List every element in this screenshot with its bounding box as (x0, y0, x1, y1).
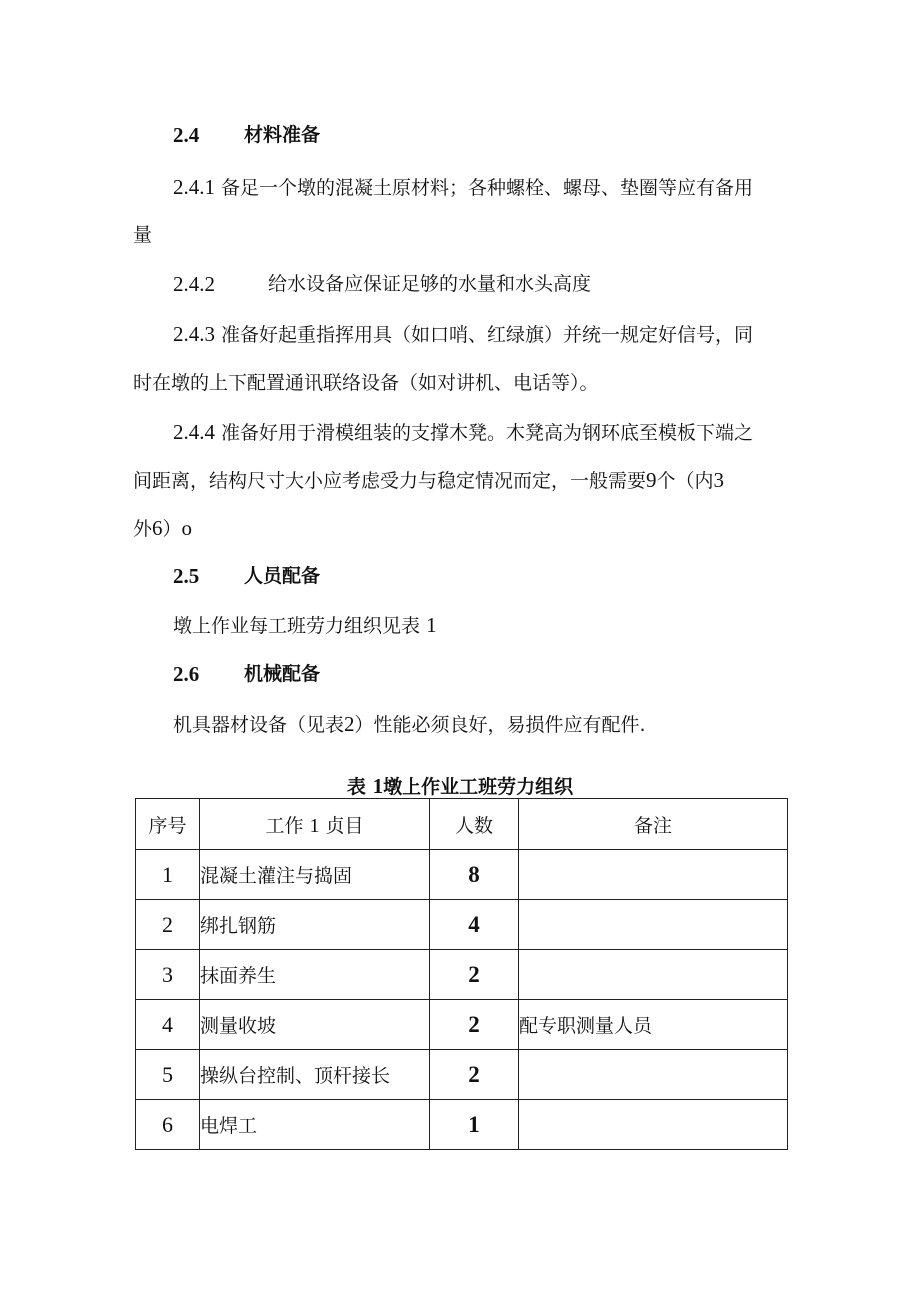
section-title: 人员配备 (244, 565, 321, 587)
paragraph-2-4-3-cont (133, 369, 599, 397)
cell-count: 2 (430, 1000, 519, 1050)
paragraph-2-4-4-cont2 (133, 514, 192, 543)
cell-seq: 3 (136, 950, 200, 1000)
section-title: 机械配备 (244, 663, 321, 685)
table-row (136, 850, 788, 900)
cell-seq: 1 (136, 850, 200, 900)
inline-number: 9 (646, 468, 657, 492)
header-text: 工作 (265, 814, 304, 837)
cell-item: 绑扎钢筋 (200, 900, 430, 950)
cell-count: 2 (430, 1050, 519, 1100)
cell-note: 配专职测量人员 (519, 1000, 788, 1050)
paragraph-2-5 (173, 611, 437, 640)
paragraph-text: 机具器材设备（见表 (173, 714, 345, 736)
section-2-4-heading (173, 121, 473, 150)
paragraph-2-4-1 (173, 173, 753, 202)
table-row (136, 950, 788, 1000)
section-number: 2.4 (173, 123, 200, 147)
header-item (200, 799, 430, 850)
cell-note (519, 850, 788, 900)
item-number: 2.4.3 (173, 322, 215, 346)
cell-item: 抹面养生 (200, 950, 430, 1000)
cell-seq: 2 (136, 900, 200, 950)
paragraph-text: 给水设备应保证足够的水量和水头高度 (268, 273, 592, 295)
paragraph-text: ） (162, 518, 182, 540)
paragraph-2-4-4 (173, 418, 753, 447)
table-row (136, 1000, 788, 1050)
paragraph-2-4-1-cont (133, 221, 152, 249)
table-row (136, 1050, 788, 1100)
cell-item: 混凝土灌注与捣固 (200, 850, 430, 900)
caption-text: 表 (346, 776, 366, 798)
paragraph-text: 时在墩的上下配置通讯联络设备（如对讲机、电话等）。 (133, 372, 599, 394)
inline-number: 6 (152, 516, 163, 540)
cell-item: 电焊工 (200, 1100, 430, 1150)
cell-item: 测量收坡 (200, 1000, 430, 1050)
cell-note (519, 1050, 788, 1100)
paragraph-text: 备足一个墩的混凝土原材料；各种螺栓、螺母、垫圈等应有备用 (215, 177, 754, 199)
cell-seq: 4 (136, 1000, 200, 1050)
cell-count: 4 (430, 900, 519, 950)
paragraph-text: 外 (133, 518, 153, 540)
cell-item: 操纵台控制、顶杆接长 (200, 1050, 430, 1100)
table-row (136, 1100, 788, 1150)
paragraph-text: 准备好用于滑模组装的支撑木凳。木凳高为钢环底至模板下端之 (215, 422, 754, 444)
item-number: 2.4.1 (173, 175, 215, 199)
caption-text: 墩上作业工班劳力组织 (383, 776, 574, 798)
table-row (136, 900, 788, 950)
cell-seq: 5 (136, 1050, 200, 1100)
cell-note (519, 900, 788, 950)
cell-count: 1 (430, 1100, 519, 1150)
paragraph-2-4-4-cont (133, 466, 724, 495)
inline-letter: o (181, 516, 193, 540)
section-2-6-heading (173, 660, 473, 689)
table-header-row (136, 799, 788, 850)
paragraph-text: 量 (133, 224, 153, 246)
cell-note (519, 950, 788, 1000)
header-text: 贞目 (325, 814, 364, 837)
section-number: 2.5 (173, 564, 200, 588)
paragraph-text: 个（内 (656, 470, 714, 492)
cell-count: 8 (430, 850, 519, 900)
cell-note (519, 1100, 788, 1150)
paragraph-text: 准备好起重指挥用具（如口哨、红绿旗）并统一规定好信号，同 (215, 324, 754, 346)
inline-number: 2 (344, 712, 355, 736)
caption-number: 1 (372, 774, 384, 798)
item-number: 2.4.2 (173, 272, 215, 296)
paragraph-2-4-2-text (268, 270, 591, 298)
section-2-5-heading (173, 562, 473, 591)
header-number: 1 (309, 814, 320, 837)
labor-table (135, 798, 788, 1150)
inline-number: 3 (713, 468, 725, 492)
item-number: 2.4.4 (173, 420, 215, 444)
header-seq: 序号 (136, 799, 200, 850)
paragraph-2-4-3 (173, 320, 753, 349)
paragraph-text: ）性能必须良好，易损件应有配件. (354, 714, 646, 736)
cell-seq: 6 (136, 1100, 200, 1150)
header-count: 人数 (430, 799, 519, 850)
paragraph-text: 间距离，结构尺寸大小应考虑受力与稳定情况而定，一般需要 (133, 470, 647, 492)
paragraph-2-4-2 (173, 270, 215, 299)
header-note: 备注 (519, 799, 788, 850)
section-number: 2.6 (173, 662, 200, 686)
paragraph-2-6 (173, 710, 646, 739)
inline-number: 1 (426, 613, 437, 637)
paragraph-text: 墩上作业每工班劳力组织见表 (173, 615, 421, 637)
table-caption (0, 772, 920, 801)
section-title: 材料准备 (244, 124, 321, 146)
cell-count: 2 (430, 950, 519, 1000)
